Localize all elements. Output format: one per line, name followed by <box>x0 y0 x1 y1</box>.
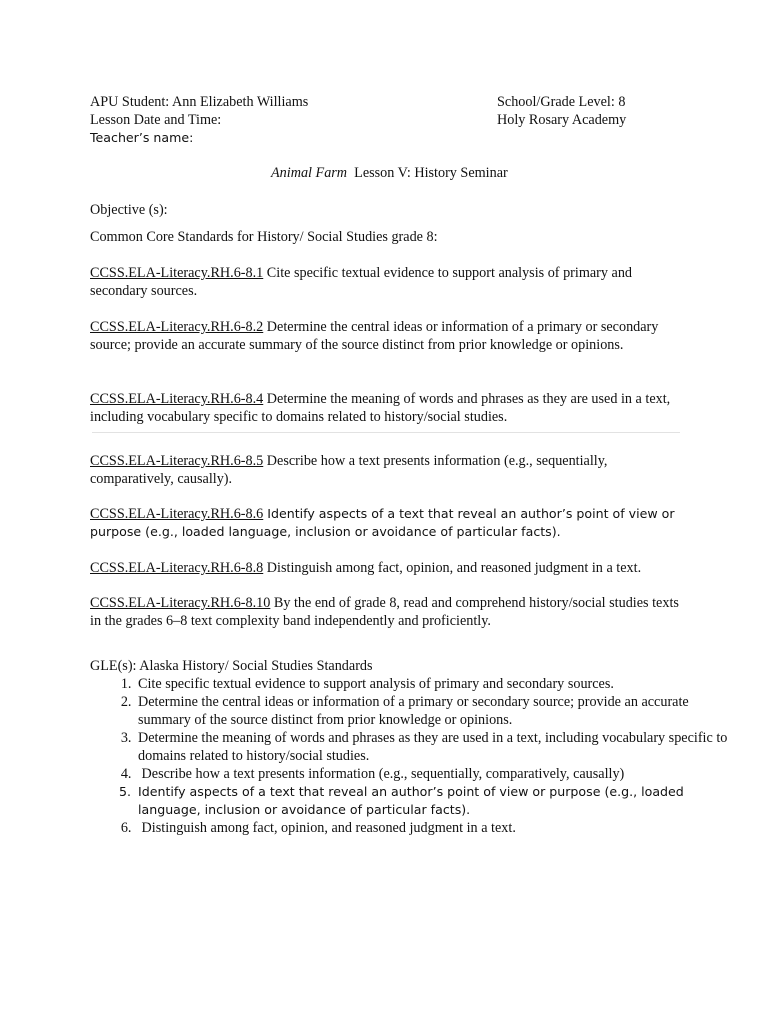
standard-text: By the end of grade 8, read and comprehend history/social studies texts in the grades 6–8 text complexity band independently and proficiently. <box>90 595 679 629</box>
standard-code-link[interactable]: CCSS.ELA-Literacy.RH.6-8.4 <box>90 391 264 407</box>
common-core-label: Common Core Standards for History/ Social Studies grade 8: <box>90 229 438 245</box>
objective-label: Objective (s): <box>90 202 168 218</box>
gle-label: GLE(s): Alaska History/ Social Studies Standards <box>90 658 373 674</box>
book-title: Animal Farm <box>271 165 348 181</box>
standard-rh-8-10 <box>90 594 682 630</box>
gle-item: 6. Distinguish among fact, opinion, and reasoned judgment in a text. <box>135 819 735 837</box>
standard-rh-8-1 <box>90 264 682 300</box>
teacher-name-label: Teacher’s name: <box>90 130 194 145</box>
lesson-date-label: Lesson Date and Time: <box>90 112 222 128</box>
lesson-subtitle: Lesson V: History Seminar <box>347 165 508 181</box>
standard-text: Identify aspects of a text that reveal an author’s point of view or purpose (e.g., loaded language, inclusion or avoidance of particular facts). <box>90 506 675 539</box>
student-name: APU Student: Ann Elizabeth Williams <box>90 94 309 110</box>
standard-rh-8-2 <box>90 318 682 354</box>
standard-rh-8-6 <box>90 505 682 541</box>
standard-text: Distinguish among fact, opinion, and reasoned judgment in a text. <box>263 560 642 576</box>
standard-code-link[interactable]: CCSS.ELA-Literacy.RH.6-8.5 <box>90 453 264 469</box>
standard-rh-8-8 <box>90 559 682 577</box>
standard-text: Determine the central ideas or information of a primary or secondary source; provide an accurate summary of the source distinct from prior knowledge or opinions. <box>90 319 659 353</box>
gle-item: 4. Describe how a text presents information (e.g., sequentially, comparatively, causally) <box>135 765 735 783</box>
gle-item: 5. Identify aspects of a text that reveal an author’s point of view or purpose (e.g., loaded language, inclusion or avoidance of particular facts). <box>135 783 735 819</box>
standard-code-link[interactable]: CCSS.ELA-Literacy.RH.6-8.8 <box>90 560 264 576</box>
standard-code-link[interactable]: CCSS.ELA-Literacy.RH.6-8.6 <box>90 506 264 522</box>
gle-item: 1. Cite specific textual evidence to support analysis of primary and secondary sources. <box>135 675 735 693</box>
standard-code-link[interactable]: CCSS.ELA-Literacy.RH.6-8.10 <box>90 595 271 611</box>
standard-code-link[interactable]: CCSS.ELA-Literacy.RH.6-8.1 <box>90 265 264 281</box>
standard-rh-8-4 <box>90 390 682 426</box>
standard-text: Describe how a text presents information (e.g., sequentially, comparatively, causally). <box>90 453 608 487</box>
gle-item: 3. Determine the meaning of words and phrases as they are used in a text, including vocabulary specific to domains related to history/social studies. <box>135 729 735 765</box>
lesson-title <box>271 164 508 182</box>
gle-item: 2. Determine the central ideas or information of a primary or secondary source; provide an accurate summary of the source distinct from prior knowledge or opinions. <box>135 693 735 729</box>
standard-text: Cite specific textual evidence to support analysis of primary and secondary sources. <box>90 265 633 299</box>
page-divider <box>92 432 680 433</box>
standard-rh-8-5 <box>90 452 682 488</box>
standard-text: Determine the meaning of words and phrases as they are used in a text, including vocabulary specific to domains related to history/social studies. <box>90 391 671 425</box>
grade-level: School/Grade Level: 8 <box>497 94 626 110</box>
standard-code-link[interactable]: CCSS.ELA-Literacy.RH.6-8.2 <box>90 319 264 335</box>
gle-list <box>90 675 735 837</box>
school-name: Holy Rosary Academy <box>497 112 627 128</box>
